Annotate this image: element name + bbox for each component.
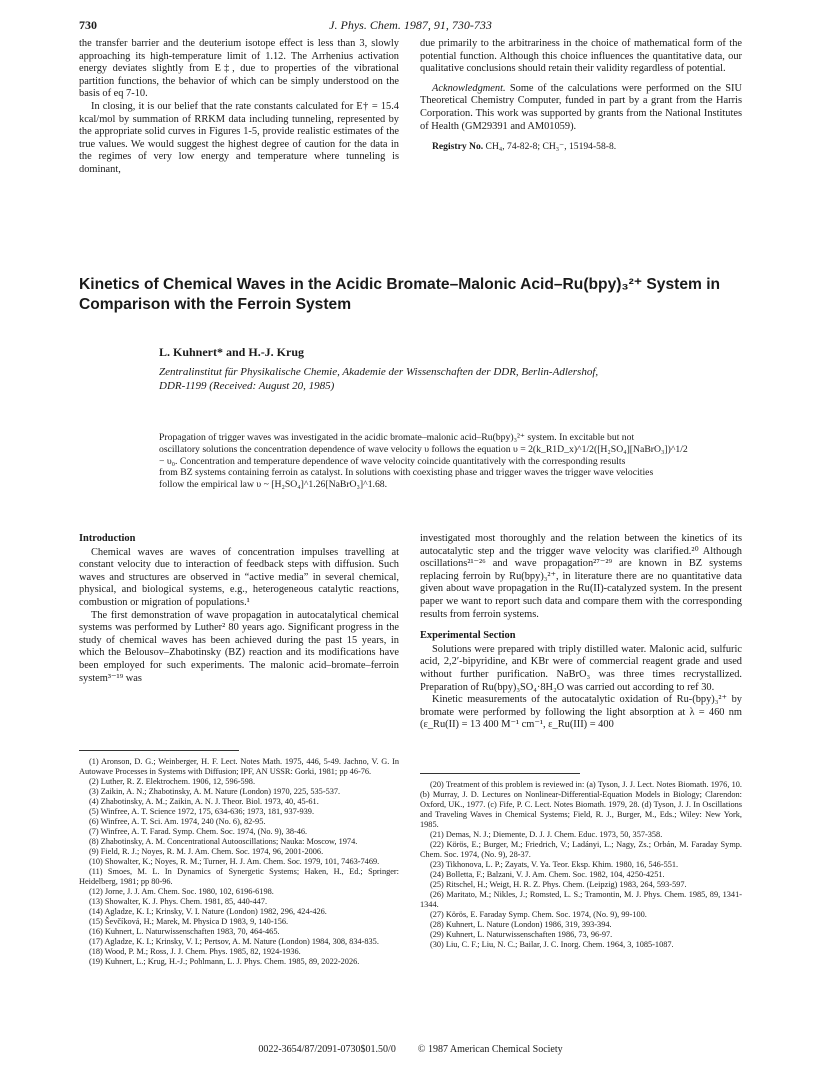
prev-paragraph: due primarily to the arbitrariness in the choice of mathematical form of the potential function. Although this choice influences the quantitative data, our qualitative conclusions should retain their validity regardless of potential. — [420, 38, 742, 75]
footnotes-right — [420, 780, 742, 950]
footnote: (22) Körös, E.; Burger, M.; Friedrich, V.; Ladányi, L.; Nagy, Zs.; Orbán, M. Faraday Symp. Chem. Soc. 1974, (No. 9), 28-37. — [420, 840, 742, 859]
author-affiliation — [159, 366, 759, 393]
footnote-rule — [79, 750, 239, 751]
footnote: (12) Jorne, J. J. Am. Chem. Soc. 1980, 102, 6196-6198. — [89, 887, 274, 896]
footnotes-left — [79, 757, 399, 967]
body-paragraph: investigated most thoroughly and the relation between the kinetics of its autocatalytic step and the trigger wave velocity was clarified.²⁰ Although oscillations²¹⁻²⁶ and wave propagation²⁷⁻²⁹ are known in BZ systems replacing ferroin by Ru(bpy)₃²⁺, in literature there are no quantitative data given about wave propagation in the Ru(II)-catalyzed system. In the present paper we want to report such data and compare them with the corresponding results from ferroin systems. — [420, 533, 742, 620]
registry-text: CH₄, 74-82-8; CH₃⁻, 15194-58-8. — [483, 141, 617, 153]
abstract-line: from BZ systems containing ferroin as catalyst. In solutions with coexisting phase and trigger waves the trigger wave velocities — [159, 467, 654, 479]
footnote: (10) Showalter, K.; Noyes, R. M.; Turner, H. J. Am. Chem. Soc. 1979, 101, 7463-7469. — [89, 857, 380, 866]
footnote: (19) Kuhnert, L.; Krug, H.-J.; Pohlmann, L. J. Phys. Chem. 1985, 89, 2022-2026. — [89, 957, 360, 966]
issn-code: 0022-3654/87/2091-0730$01.50/0 — [258, 1044, 396, 1055]
affiliation-line: Zentralinstitut für Physikalische Chemie, Akademie der Wissenschaften der DDR, Berlin-Adlershof, — [159, 366, 599, 378]
footnote: (1) Aronson, D. G.; Weinberger, H. F. Lect. Notes Math. 1975, 446, 5-49. Jachno, V. G. In Autowave Processes in Systems with Diffusion; IPF, AN USSR: Gorki, 1981; pp 46-76. — [79, 757, 399, 776]
footnote: (23) Tikhonova, L. P.; Zayats, V. Ya. Teor. Eksp. Khim. 1980, 16, 546-551. — [430, 860, 679, 869]
footnote: (2) Luther, R. Z. Elektrochem. 1906, 12, 596-598. — [89, 777, 256, 786]
journal-citation: J. Phys. Chem. 1987, 91, 730-733 — [329, 18, 492, 32]
footnote: (7) Winfree, A. T. Farad. Symp. Chem. Soc. 1974, (No. 9), 38-46. — [89, 827, 308, 836]
footnote: (27) Körös, E. Faraday Symp. Chem. Soc. 1974, (No. 9), 99-100. — [430, 910, 647, 919]
body-paragraph: Chemical waves are waves of concentration impulses travelling at constant velocity due to interaction of feedback steps with diffusion. Such waves and structures are observed in “active media” in several chemical, physical, and biological systems, e.g., heterogeneous catalytic reactions, combustion or migration of populations.¹ — [79, 546, 399, 608]
footnote: (25) Ritschel, H.; Weigt, H. R. Z. Phys. Chem. (Leipzig) 1983, 264, 593-597. — [430, 880, 687, 889]
prev-paragraph: In closing, it is our belief that the rate constants calculated for E† = 15.4 kcal/mol by summation of RRKM data including tunneling, represented by the appropriate solid curves in Figures 1-5, provide realistic estimates of the true values. We would suggest the highest degree of caution for the data in the regimes of very low energy and temperature where tunneling is dominant, — [79, 100, 399, 175]
footnote: (18) Wood, P. M.; Ross, J. J. Chem. Phys. 1985, 82, 1924-1936. — [89, 947, 301, 956]
body-paragraph: Solutions were prepared with triply distilled water. Malonic acid, sulfuric acid, 2,2′-bipyridine, and KBr were of commercial reagent grade and used without further purification. NaBrO₃ was three times recrystallized. Preparation of Ru(bpy)₃SO₄·8H₂O was carried out according to ref 30. — [420, 643, 742, 693]
copyright-notice: © 1987 American Chemical Society — [417, 1044, 563, 1055]
running-header — [79, 18, 742, 34]
affiliation-line: DDR-1199 (Received: August 20, 1985) — [159, 379, 335, 392]
previous-article-left-column — [79, 38, 399, 177]
footnote: (4) Zhabotinsky, A. M.; Zaikin, A. N. J. Theor. Biol. 1973, 40, 45-61. — [89, 797, 319, 806]
footnote: (14) Agladze, K. I.; Krinsky, V. I. Nature (London) 1982, 296, 424-426. — [89, 907, 327, 916]
registry-label: Registry No. — [432, 141, 484, 153]
body-paragraph: Kinetic measurements of the autocatalytic oxidation of Ru-(bpy)₃²⁺ by bromate were performed by following the light absorption at λ = 460 nm (ε_Ru(II) = 13 400 M⁻¹ cm⁻¹, ε_Ru(III) = 400 — [420, 694, 742, 731]
footnote: (13) Showalter, K. J. Phys. Chem. 1981, 85, 440-447. — [89, 897, 268, 906]
footnote: (29) Kuhnert, L. Naturwissenschaften 1986, 73, 96-97. — [430, 930, 613, 939]
abstract-line: − υ₀. Concentration and temperature dependence of wave velocity coincide quantitatively with the corresponding results — [159, 455, 626, 467]
footnote: (5) Winfree, A. T. Science 1972, 175, 634-636; 1973, 181, 937-939. — [89, 807, 315, 816]
footnote: (6) Winfree, A. T. Sci. Am. 1974, 240 (No. 6), 82-95. — [89, 817, 266, 826]
page-footer — [79, 1044, 742, 1055]
article-authors: L. Kuhnert* and H.-J. Krug — [159, 345, 305, 359]
footnote: (15) Ševčíková, H.; Marek, M. Physica D 1983, 9, 140-156. — [89, 917, 289, 926]
title-line: Kinetics of Chemical Waves in the Acidic Bromate–Malonic Acid–Ru(bpy)₃²⁺ System in — [79, 276, 721, 293]
right-body-column — [420, 533, 742, 732]
footnote: (17) Agladze, K. I.; Krinsky, V. I.; Pertsov, A. M. Nature (London) 1984, 308, 834-835. — [89, 937, 379, 946]
footnote: (9) Field, R. J.; Noyes, R. M. J. Am. Chem. Soc. 1974, 96, 2001-2006. — [89, 847, 324, 856]
article-title — [79, 275, 742, 315]
footnote: (8) Zhabotinsky, A. M. Concentrational Autooscillations; Nauka: Moscow, 1974. — [89, 837, 358, 846]
footnote: (21) Demas, N. J.; Diemente, D. J. J. Chem. Educ. 1973, 50, 357-358. — [430, 830, 663, 839]
page-number: 730 — [79, 18, 97, 32]
abstract-line: follow the empirical law υ ~ [H₂SO₄]^1.26[NaBrO₃]^1.68. — [159, 479, 388, 491]
prev-paragraph: the transfer barrier and the deuterium isotope effect is less than 3, slowly approaching its high-temperature limit of 1.12. The Arrhenius activation energy deviates slightly from E‡, due to properties of the vibrational partition functions, the behavior of which can be simply understood on the basis of eq 7-10. — [79, 38, 399, 100]
section-heading: Introduction — [79, 533, 136, 544]
registry-numbers — [420, 141, 742, 154]
footnote: (28) Kuhnert, L. Nature (London) 1986, 319, 393-394. — [430, 920, 612, 929]
introduction-section — [79, 533, 399, 685]
footnote: (26) Maritato, M.; Nikles, J.; Romsted, L. S.; Tramontin, M. J. Phys. Chem. 1985, 89, 1341-1344. — [420, 890, 742, 909]
abstract-line: Propagation of trigger waves was investigated in the acidic bromate–malonic acid–Ru(bpy)₃²⁺ system. In excitable but not — [159, 432, 635, 443]
section-heading: Experimental Section — [420, 630, 516, 642]
footnote: (16) Kuhnert, L. Naturwissenschaften 1983, 70, 464-465. — [89, 927, 280, 936]
footnote-rule — [420, 773, 580, 774]
footnote: (20) Treatment of this problem is reviewed in: (a) Tyson, J. J. Lect. Notes Biomath. 1976, 10. (b) Murray, J. D. Lectures on Nonlinear-Differential-Equation Models in Biology; Clarendon: Oxford, UK., 1977. (c) Fife, P. C. Lect. Notes Biomath. 1979, 28. (d) Tyson, J. J. In Oscillations and Traveling Waves in Chemical Systems; Field, R. J., Burger, M., Eds.; Wiley: New York, 1985. — [420, 780, 742, 829]
previous-article-right-column — [420, 38, 742, 154]
abstract — [159, 432, 742, 491]
footnote: (24) Bolletta, F.; Balzani, V. J. Am. Chem. Soc. 1982, 104, 4250-4251. — [430, 870, 665, 879]
title-line: Comparison with the Ferroin System — [79, 296, 352, 313]
abstract-line: oscillatory solutions the concentration dependence of wave velocity υ follows the equation υ = 2(k_R1D_x)^1/2([H₂SO₄][NaBrO₃])^1/2 — [159, 443, 688, 455]
acknowledgment-text: Some of the calculations were performed on the SIU Theoretical Chemistry Computer, funded in part by a grant from the Harris Corporation. This work was supported by grants from the National Institutes of Health (GM29391 and AM01059). — [420, 82, 742, 132]
acknowledgment — [420, 83, 742, 133]
footnote: (3) Zaikin, A. N.; Zhabotinsky, A. M. Nature (London) 1970, 225, 535-537. — [89, 787, 341, 796]
body-paragraph: The first demonstration of wave propagation in autocatalytical chemical systems was performed by Luther² 80 years ago. Significant progress in the study of chemical waves has been achieved during the past 15 years, in which the Belousov–Zhabotinsky (BZ) reaction and its modifications have been employed for such experiments. The malonic acid–bromate–ferroin system³⁻¹⁹ was — [79, 609, 399, 684]
footnote: (11) Smoes, M. L. In Dynamics of Synergetic Systems; Haken, H., Ed.; Springer: Heidelberg, 1981; pp 80-96. — [79, 867, 399, 886]
footnote: (30) Liu, C. F.; Liu, N. C.; Bailar, J. C. Inorg. Chem. 1964, 3, 1085-1087. — [430, 940, 674, 949]
acknowledgment-label: Acknowledgment. — [432, 82, 506, 94]
